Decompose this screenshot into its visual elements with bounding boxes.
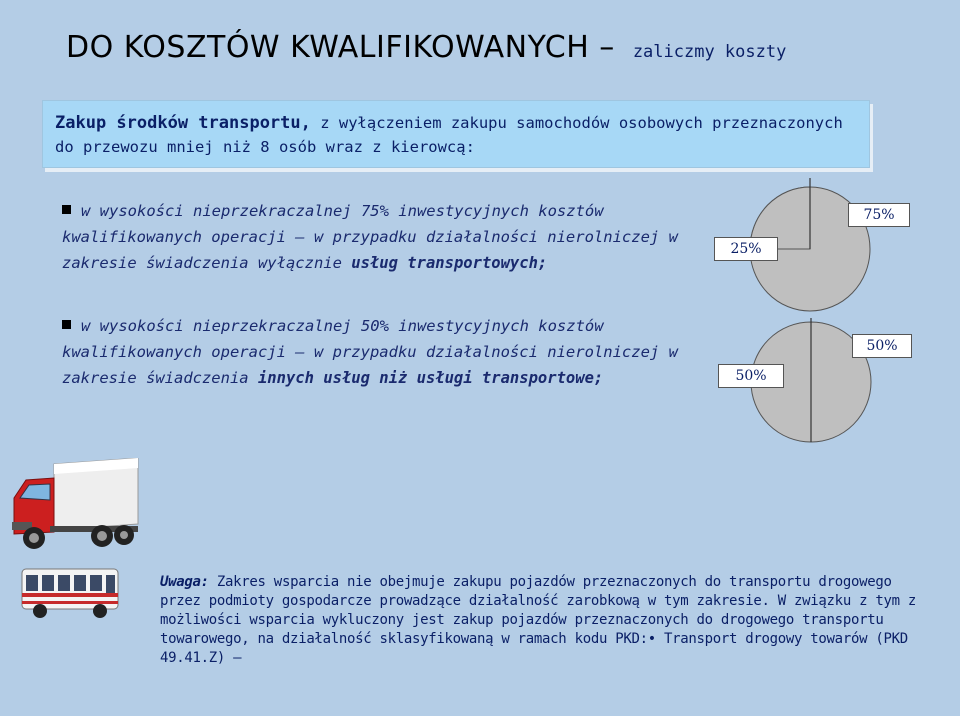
bullet-square-icon: [62, 205, 71, 214]
bus-icon: [20, 563, 120, 623]
pie1-label-25: 25%: [714, 237, 778, 261]
truck-icon: [10, 458, 140, 554]
pie1-label-75: 75%: [848, 203, 910, 227]
bullet-square-icon: [62, 320, 71, 329]
bullet-item-2: [62, 313, 702, 391]
title-main: DO KOSZTÓW KWALIFIKOWANYCH –: [66, 30, 615, 65]
note-label: Uwaga:: [160, 574, 209, 590]
title-sub: zaliczmy koszty: [632, 42, 787, 62]
intro-text: [55, 111, 855, 159]
note-body: Zakres wsparcia nie obejmuje zakupu pojazdów przeznaczonych do transportu drogowego przez podmioty gospodarcze prowadzące działalność zarobkową w tym zakresie. W związku z tym z możliwości wsparcia wykluczony jest zakup pojazdów przeznaczonych do drogowego transportu towarowego, na działalność sklasyfikowaną w ramach kodu PKD:• Transport drogowy towarów (PKD 49.41.Z) –: [160, 574, 916, 666]
bullet-2-bold: innych usług niż usługi transportowe;: [257, 369, 604, 387]
pie2-label-left: 50%: [718, 364, 784, 388]
note-text: [160, 573, 920, 668]
bullet-item-1: [62, 198, 702, 276]
intro-box: [42, 100, 870, 168]
bullet-1-bold: usług transportowych;: [351, 254, 548, 272]
bullet-2-text: w wysokości nieprzekraczalnej 50% inwestycyjnych kosztów kwalifikowanych operacji – w przypadku działalności nierolniczej w zakresie świadczenia: [62, 317, 678, 387]
pie2-label-right: 50%: [852, 334, 912, 358]
intro-rest: z wyłączeniem zakupu samochodów osobowych przeznaczonych do przewozu mniej niż 8 osób wraz z kierowcą:: [55, 114, 843, 156]
page-title: [66, 30, 926, 80]
intro-bold: Zakup środków transportu,: [55, 113, 311, 133]
bullet-1-text: w wysokości nieprzekraczalnej 75% inwestycyjnych kosztów kwalifikowanych operacji – w przypadku działalności nierolniczej w zakresie świadczenia wyłącznie: [62, 202, 678, 272]
